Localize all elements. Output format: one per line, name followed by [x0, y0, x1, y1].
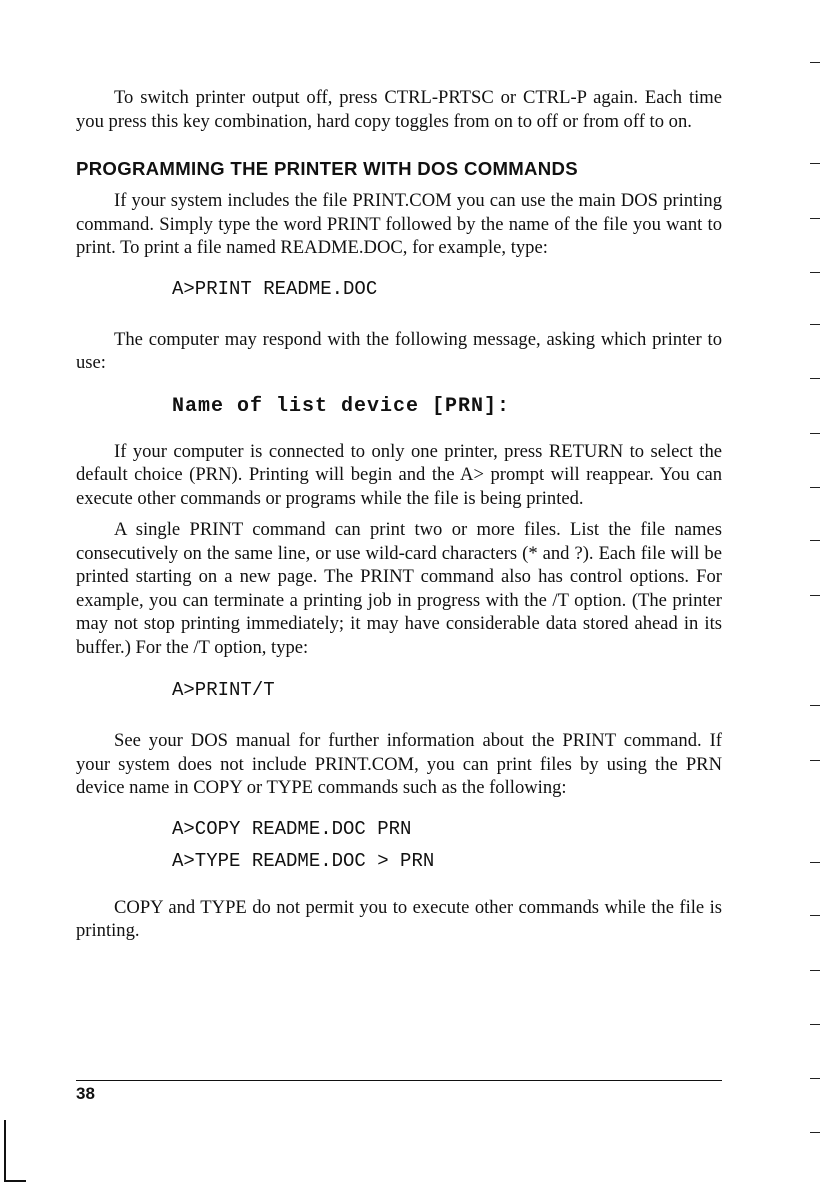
code-print-readme: A>PRINT README.DOC — [172, 277, 378, 300]
paragraph-multiple-files: A single PRINT command can print two or more files. List the file names consecutively on the same line, or use wild-card characters (* and ?). Each file will be printed starting on a new page. The PRINT command also has control options. For example, you can terminate a printing job in progress with the /T option. (The printer may not stop printing immediately; it may have considerable data stored ahead in its buffer.) For the /T option, type: — [76, 519, 722, 658]
edge-mark — [810, 705, 820, 706]
edge-mark — [810, 433, 820, 434]
edge-mark — [810, 272, 820, 273]
footer-rule — [76, 1080, 722, 1081]
paragraph-copy-type-note: COPY and TYPE do not permit you to execute other commands while the file is printing. — [76, 896, 722, 941]
paragraph-press-return: If your computer is connected to only one printer, press RETURN to select the default choice (PRN). Printing will begin and the A> prompt will reappear. You can execute other commands or programs while the file is being printed. — [76, 440, 722, 509]
edge-mark — [810, 540, 820, 541]
paragraph-printer-toggle: To switch printer output off, press CTRL-PRTSC or CTRL-P again. Each time you press this key combination, hard copy toggles from on to off or from off to on. — [76, 87, 722, 132]
edge-mark — [810, 378, 820, 379]
code-type-command: A>TYPE README.DOC > PRN — [172, 849, 435, 872]
edge-mark — [810, 1078, 820, 1079]
corner-mark — [4, 1120, 26, 1182]
section-heading: PROGRAMMING THE PRINTER WITH DOS COMMANDS — [76, 158, 578, 179]
edge-mark — [810, 324, 820, 325]
edge-mark — [810, 487, 820, 488]
edge-mark — [810, 595, 820, 596]
edge-mark — [810, 1024, 820, 1025]
code-list-device-prompt: Name of list device [PRN]: — [172, 394, 511, 418]
code-print-terminate: A>PRINT/T — [172, 679, 275, 701]
paragraph-list-device: The computer may respond with the following message, asking which printer to use: — [76, 328, 722, 373]
edge-mark — [810, 163, 820, 164]
edge-mark — [810, 1132, 820, 1133]
page-number: 38 — [76, 1084, 95, 1103]
edge-mark — [810, 760, 820, 761]
paragraph-print-command: If your system includes the file PRINT.COM you can use the main DOS printing command. Simply type the word PRINT followed by the name of the file you want to print. To print a file named README.DOC, for example, type: — [76, 190, 722, 258]
paragraph-dos-manual: See your DOS manual for further information about the PRINT command. If your system does not include PRINT.COM, you can print files by using the PRN device name in COPY or TYPE commands such as the following: — [76, 730, 722, 798]
edge-mark — [810, 218, 820, 219]
edge-mark — [810, 62, 820, 63]
code-copy-command: A>COPY README.DOC PRN — [172, 817, 412, 840]
edge-mark — [810, 970, 820, 971]
page-body — [76, 86, 722, 943]
edge-mark — [810, 862, 820, 863]
edge-mark — [810, 915, 820, 916]
